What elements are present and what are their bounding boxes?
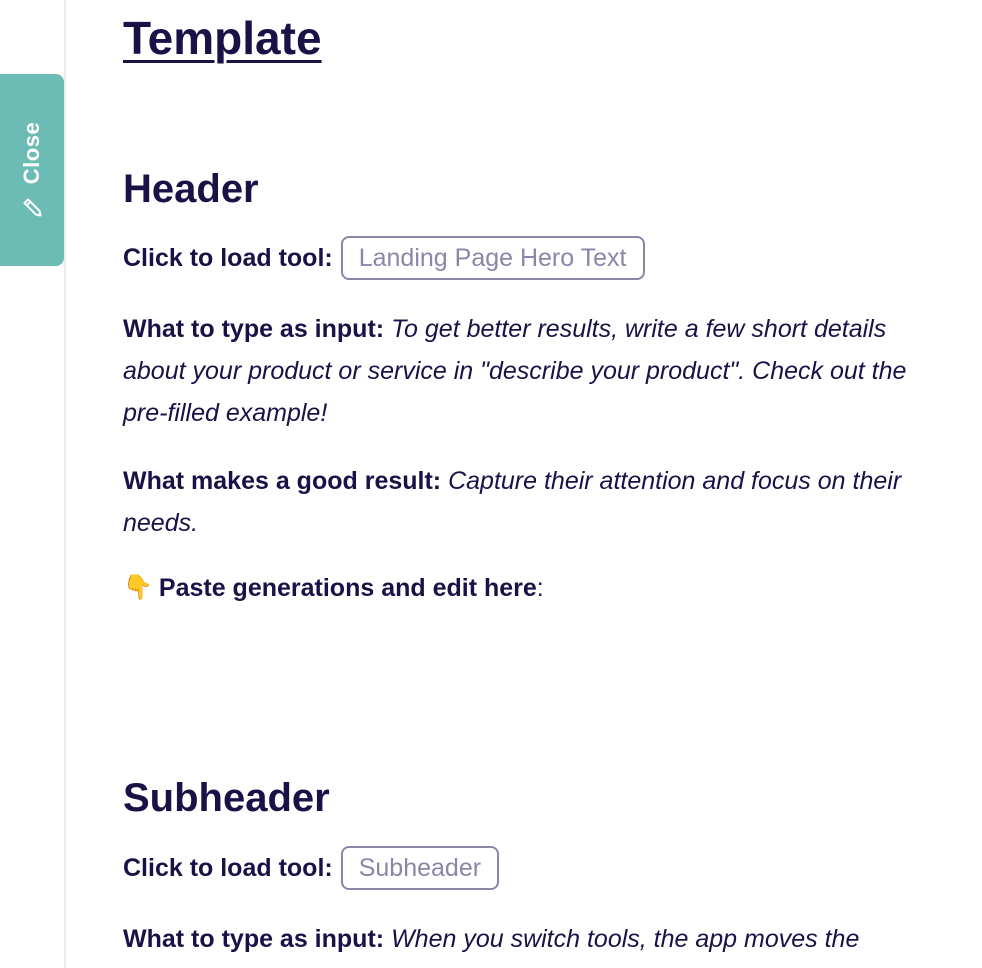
input-label: What to type as input bbox=[123, 925, 376, 953]
close-tab-content bbox=[19, 122, 45, 218]
close-label: Close bbox=[19, 121, 45, 185]
input-text: To get better results, write a few short details about your product or service in "describe your product". Check out the pre-filled example! bbox=[123, 315, 907, 427]
input-instructions-header: What to type as input: To get better results, write a few short details about your product or service in "describe your product". Check out the pre-filled example! bbox=[123, 315, 907, 427]
paste-label: Paste generations and edit here bbox=[158, 574, 537, 602]
paste-prompt-header: 👇 Paste generations and edit here : bbox=[123, 571, 544, 605]
pointing-down-hand-icon: 👇 bbox=[123, 574, 153, 601]
result-text: Capture their attention and focus on their needs. bbox=[123, 467, 902, 537]
load-tool-row-header bbox=[123, 236, 645, 280]
section-title-subheader: Subheader bbox=[123, 776, 330, 820]
input-text: When you switch tools, the app moves the bbox=[391, 925, 860, 953]
left-rail bbox=[0, 0, 66, 968]
input-label: What to type as input bbox=[123, 315, 376, 343]
close-tab-button[interactable] bbox=[0, 74, 64, 266]
result-label: What makes a good result bbox=[123, 467, 433, 495]
load-tool-label: Click to load tool: bbox=[123, 244, 333, 272]
landing-page-hero-text-button[interactable]: Landing Page Hero Text bbox=[341, 236, 645, 280]
pencil-icon bbox=[21, 196, 43, 218]
load-tool-row-subheader bbox=[123, 846, 499, 890]
section-title-header: Header bbox=[123, 167, 259, 211]
subheader-tool-button[interactable]: Subheader bbox=[341, 846, 499, 890]
load-tool-label: Click to load tool: bbox=[123, 854, 333, 882]
result-instructions-header: What makes a good result: Capture their attention and focus on their needs. bbox=[123, 467, 902, 537]
page-title: Template bbox=[123, 12, 322, 64]
input-instructions-subheader: What to type as input: When you switch tools, the app moves the bbox=[123, 925, 860, 953]
